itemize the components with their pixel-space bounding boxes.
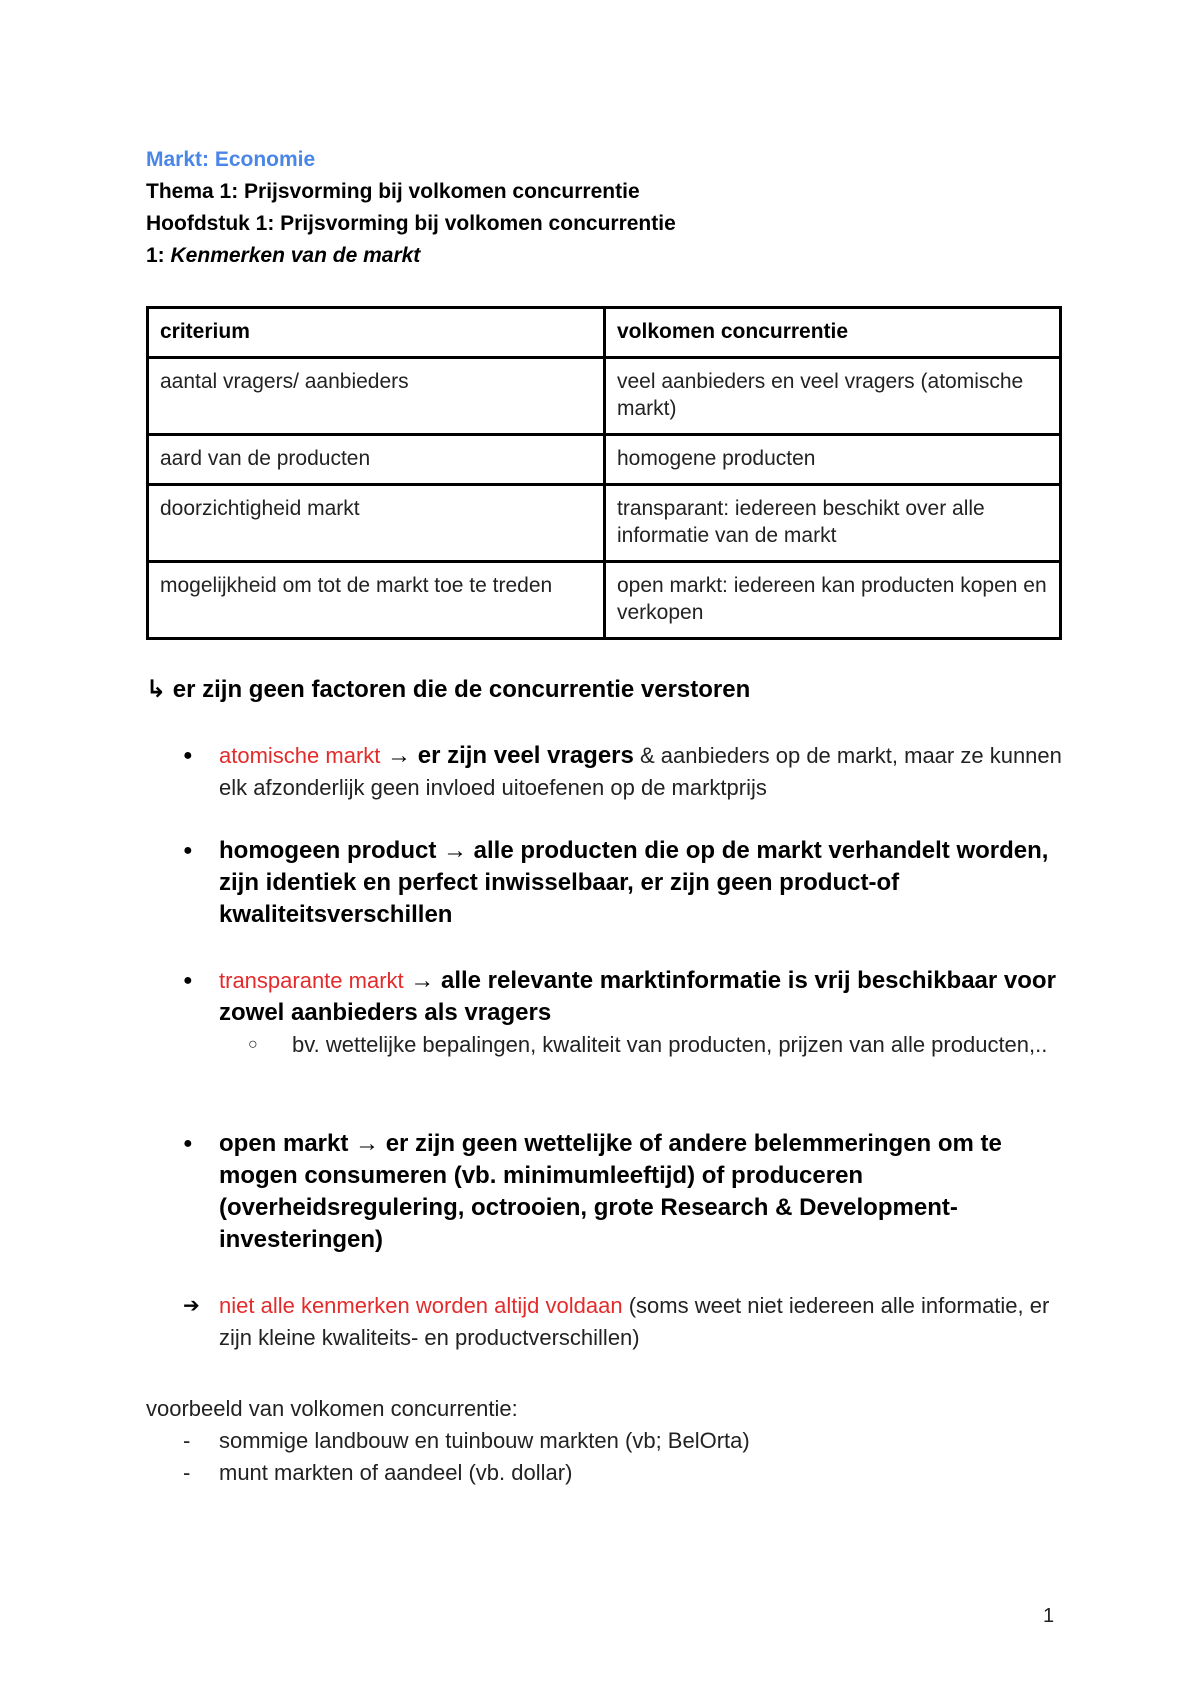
arrow-note-red-text: niet alle kenmerken worden altijd voldaan [219,1293,623,1318]
table-cell: open markt: iedereen kan producten kopen en verkopen [605,562,1061,639]
table-cell: transparant: iedereen beschikt over alle informatie van de markt [605,485,1061,562]
table-row [148,485,1061,562]
table-cell: veel aanbieders en veel vragers (atomische markt) [605,358,1061,435]
sub-bullet-text: bv. wettelijke bepalingen, kwaliteit van producten, prijzen van alle producten,.. [292,1032,1048,1057]
bullet-dot-icon: ● [183,842,193,859]
example-item-text: sommige landbouw en tuinbouw markten (vb; BelOrta) [219,1428,750,1453]
example-heading: voorbeeld van volkomen concurrentie: [146,1396,518,1421]
section-title [146,241,420,271]
table-cell: aantal vragers/ aanbieders [148,358,605,435]
bullet-normal-text: & aanbieders op de markt, maar ze kunnen elk afzonderlijk geen invloed uitoefenen op de marktprijs [219,743,1062,800]
table-cell: aard van de producten [148,435,605,485]
bullet-red-term: transparante markt [219,968,404,993]
bullet-dot-icon: ● [183,972,193,989]
table-header-row [148,308,1061,358]
bullet-text [219,965,1069,1029]
bullet-dot-icon: ● [183,1135,193,1152]
table-row [148,562,1061,639]
table-cell: homogene producten [605,435,1061,485]
arrow-note-normal-text: (soms weet niet iedereen alle informatie, er zijn kleine kwaliteits- en productverschillen) [219,1293,1050,1350]
bullet-text: open markt → er zijn geen wettelijke of andere belemmeringen om te mogen consumeren (vb. minimumleeftijd) of produceren (overheidsregulering, octrooien, grote Research & Development-investeringen) [219,1130,1002,1253]
bullet-text [219,740,1069,804]
section-number: 1: [146,244,171,267]
arrow-note-text [219,1290,1069,1354]
table-row [148,358,1061,435]
table-header-criterium: criterium [148,308,605,358]
bullet-dot-icon: ● [183,747,193,764]
arrow-right-icon: ➔ [183,1295,200,1317]
dash-bullet-icon: - [183,1460,191,1485]
table-cell: doorzichtigheid markt [148,485,605,562]
criteria-table [146,306,1062,640]
chapter-title: Hoofdstuk 1: Prijsvorming bij volkomen concurrentie [146,212,676,235]
section-title-text: Kenmerken van de markt [170,244,421,267]
table-cell: mogelijkheid om tot de markt toe te treden [148,562,605,639]
bullet-text: homogeen product → alle producten die op de markt verhandelt worden, zijn identiek en perfect inwisselbaar, er zijn geen product-of kwaliteitsverschillen [219,837,1049,928]
bullet-bold-text: → alle relevante marktinformatie is vrij beschikbaar voor zowel aanbieders als vragers [219,967,1056,1026]
theme-title: Thema 1: Prijsvorming bij volkomen concurrentie [146,180,640,203]
table-header-volkomen: volkomen concurrentie [605,308,1061,358]
page-number: 1 [1043,1605,1055,1627]
circle-bullet-icon: ○ [248,1036,258,1053]
table-row [148,435,1061,485]
subject-title: Markt: Economie [146,148,316,171]
bullet-bold-text: → er zijn veel vragers [380,742,634,769]
bullet-red-term: atomische markt [219,743,381,768]
conclusion-line: ↳ er zijn geen factoren die de concurrentie verstoren [146,676,751,703]
dash-bullet-icon: - [183,1428,191,1453]
example-item-text: munt markten of aandeel (vb. dollar) [219,1460,573,1485]
